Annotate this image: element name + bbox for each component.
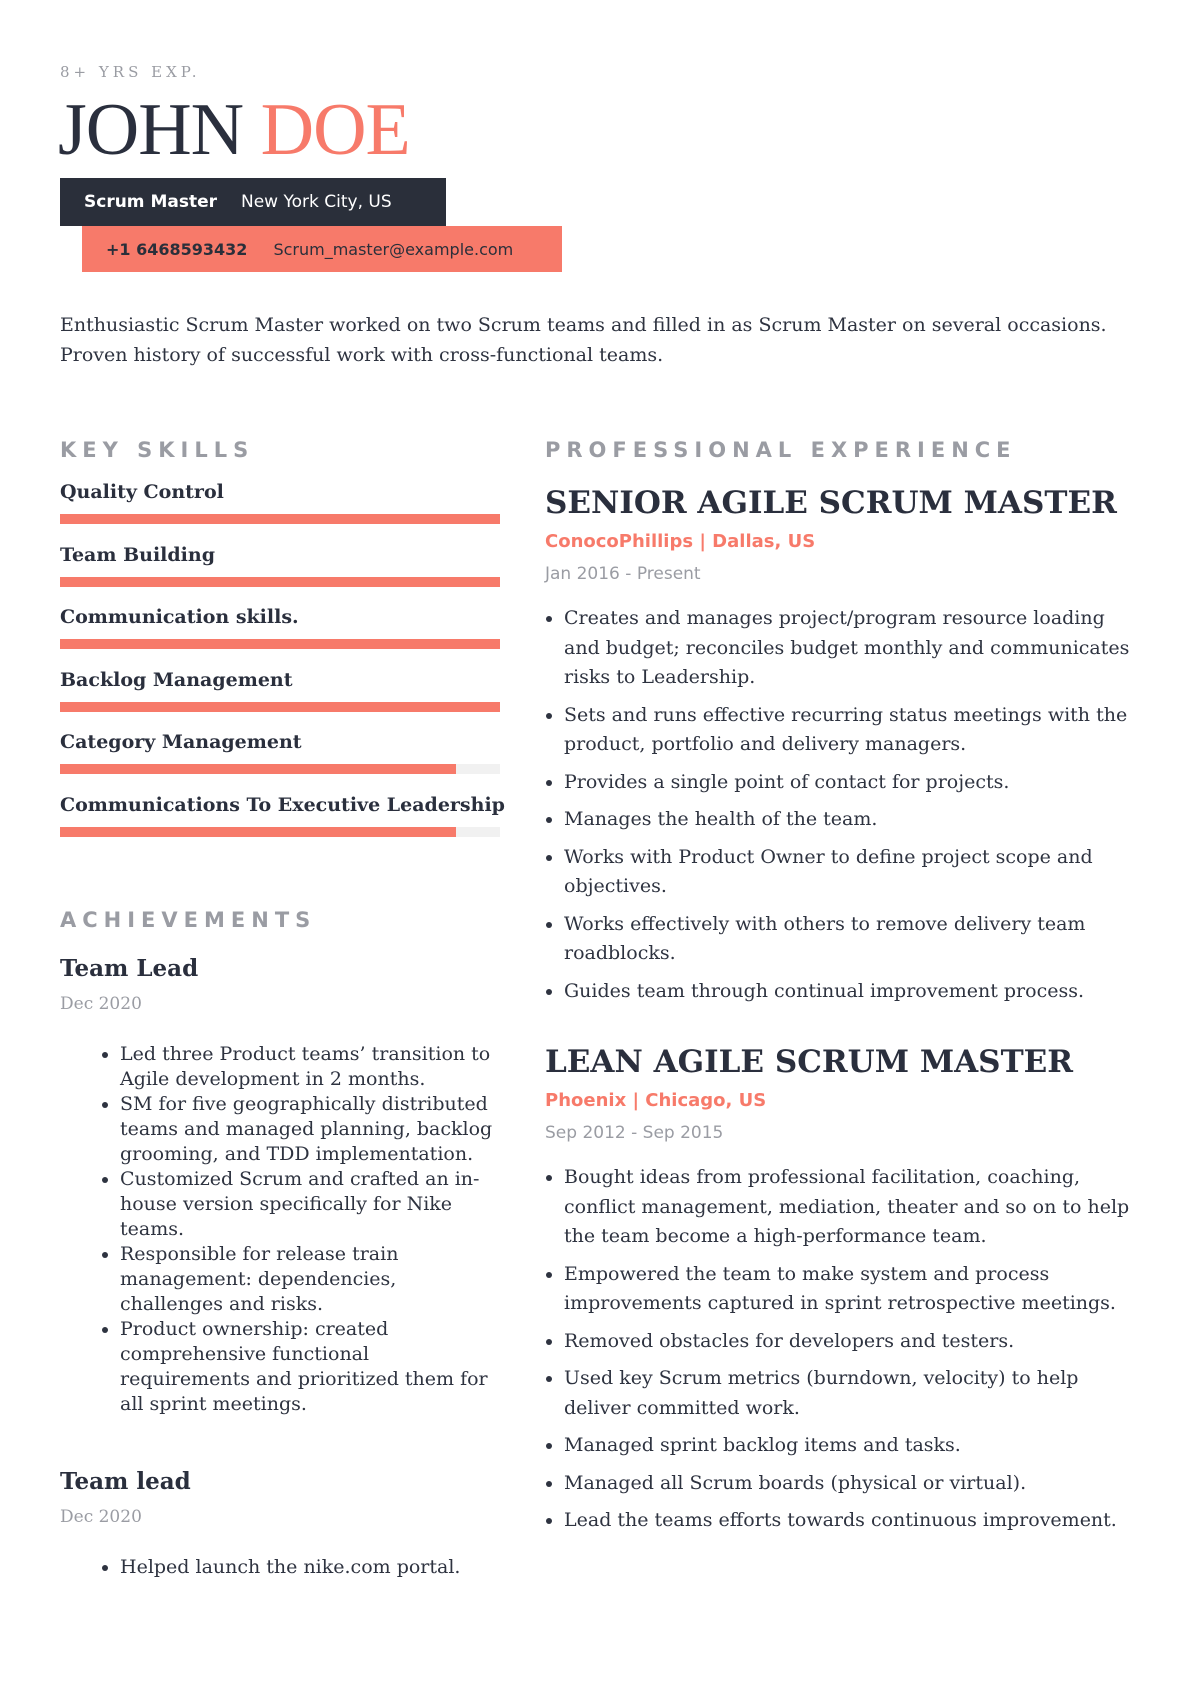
- list-item: Works with Product Owner to define project scope and objectives.: [564, 843, 1144, 902]
- job-role: Scrum Master: [84, 192, 217, 212]
- skill-item: [60, 480, 500, 543]
- list-item: Used key Scrum metrics (burndown, velocity) to help deliver committed work.: [564, 1364, 1144, 1423]
- list-item: Empowered the team to make system and process improvements captured in sprint retrospective meetings.: [564, 1260, 1144, 1319]
- skill-name: Quality Control: [60, 481, 224, 503]
- job-company: Phoenix | Chicago, US: [545, 1090, 767, 1111]
- list-item: Sets and runs effective recurring status meetings with the product, portfolio and delivery managers.: [564, 701, 1144, 760]
- skills-heading: KEY SKILLS: [60, 438, 255, 462]
- job-company: ConocoPhillips | Dallas, US: [545, 531, 816, 552]
- list-item: Bought ideas from professional facilitation, coaching, conflict management, mediation, theater and so on to help the team become a high-performance team.: [564, 1163, 1144, 1252]
- contact-bar: [82, 226, 562, 272]
- list-item: Manages the health of the team.: [564, 805, 1144, 835]
- skill-bar-fill: [60, 639, 500, 649]
- skill-name: Communications To Executive Leadership: [60, 793, 505, 816]
- last-name: DOE: [260, 89, 410, 171]
- experience-years: 8+ YRS EXP.: [60, 63, 201, 81]
- skill-bar: [60, 514, 500, 524]
- role-location-bar: [60, 178, 446, 226]
- list-item: Helped launch the nike.com portal.: [120, 1555, 500, 1580]
- list-item: Managed all Scrum boards (physical or virtual).: [564, 1469, 1144, 1499]
- list-item: Managed sprint backlog items and tasks.: [564, 1431, 1144, 1461]
- list-item: SM for five geographically distributed teams and managed planning, backlog grooming, and TDD implementation.: [120, 1092, 500, 1167]
- list-item: Responsible for release train management: dependencies, challenges and risks.: [120, 1242, 500, 1317]
- list-item: Provides a single point of contact for projects.: [564, 768, 1144, 798]
- job-title: LEAN AGILE SCRUM MASTER: [545, 1044, 1074, 1080]
- location: New York City, US: [241, 192, 392, 212]
- skill-item: [60, 668, 500, 731]
- skill-bar-fill: [60, 764, 456, 774]
- skill-bar-fill: [60, 827, 456, 837]
- achievement-date: Dec 2020: [60, 994, 142, 1014]
- list-item: Removed obstacles for developers and testers.: [564, 1327, 1144, 1357]
- skill-name: Team Building: [60, 543, 215, 566]
- summary: Enthusiastic Scrum Master worked on two Scrum teams and filled in as Scrum Master on several occasions. Proven history of successful work with cross-functional teams.: [60, 314, 1107, 366]
- achievement-title: Team Lead: [60, 955, 199, 982]
- skill-name: Backlog Management: [60, 668, 293, 691]
- skill-bar: [60, 702, 500, 712]
- skill-bar-fill: [60, 702, 500, 712]
- list-item: Creates and manages project/program resource loading and budget; reconciles budget monthly and communicates risks to Leadership.: [564, 604, 1144, 693]
- skill-item: [60, 605, 500, 668]
- skill-item: [60, 543, 500, 606]
- job-dates: Jan 2016 - Present: [545, 564, 701, 584]
- first-name: JOHN: [58, 89, 244, 171]
- phone-number: +1 6468593432: [106, 239, 248, 259]
- experience-heading: PROFESSIONAL EXPERIENCE: [545, 438, 1017, 462]
- achievement-title: Team lead: [60, 1468, 191, 1495]
- achievements-heading: ACHIEVEMENTS: [60, 908, 317, 932]
- list-item: Led three Product teams’ transition to Agile development in 2 months.: [120, 1042, 500, 1092]
- skill-bar-fill: [60, 514, 500, 524]
- skill-bar: [60, 764, 500, 774]
- job-bullets: [564, 1163, 1144, 1544]
- list-item: Product ownership: created comprehensive functional requirements and prioritized them for all sprint meetings.: [120, 1317, 500, 1417]
- list-item: Customized Scrum and crafted an in-house version specifically for Nike teams.: [120, 1167, 500, 1242]
- list-item: Lead the teams efforts towards continuous improvement.: [564, 1506, 1144, 1536]
- job-bullets: [564, 604, 1144, 1014]
- achievement-bullets: [120, 1042, 500, 1417]
- skill-name: Category Management: [60, 731, 302, 754]
- skill-name: Communication skills.: [60, 606, 299, 629]
- candidate-name: [58, 84, 410, 176]
- job-title: SENIOR AGILE SCRUM MASTER: [545, 485, 1117, 521]
- skill-item: [60, 793, 505, 856]
- list-item: Works effectively with others to remove delivery team roadblocks.: [564, 910, 1144, 969]
- email-address: Scrum_master@example.com: [273, 239, 514, 259]
- skills-list: [60, 480, 505, 856]
- skill-bar-fill: [60, 577, 500, 587]
- skill-bar: [60, 639, 500, 649]
- skill-bar: [60, 827, 500, 837]
- list-item: Guides team through continual improvement process.: [564, 977, 1144, 1007]
- achievement-date: Dec 2020: [60, 1507, 142, 1527]
- achievement-bullets: [120, 1555, 500, 1580]
- skill-item: [60, 730, 500, 793]
- skill-bar: [60, 577, 500, 587]
- job-dates: Sep 2012 - Sep 2015: [545, 1123, 724, 1143]
